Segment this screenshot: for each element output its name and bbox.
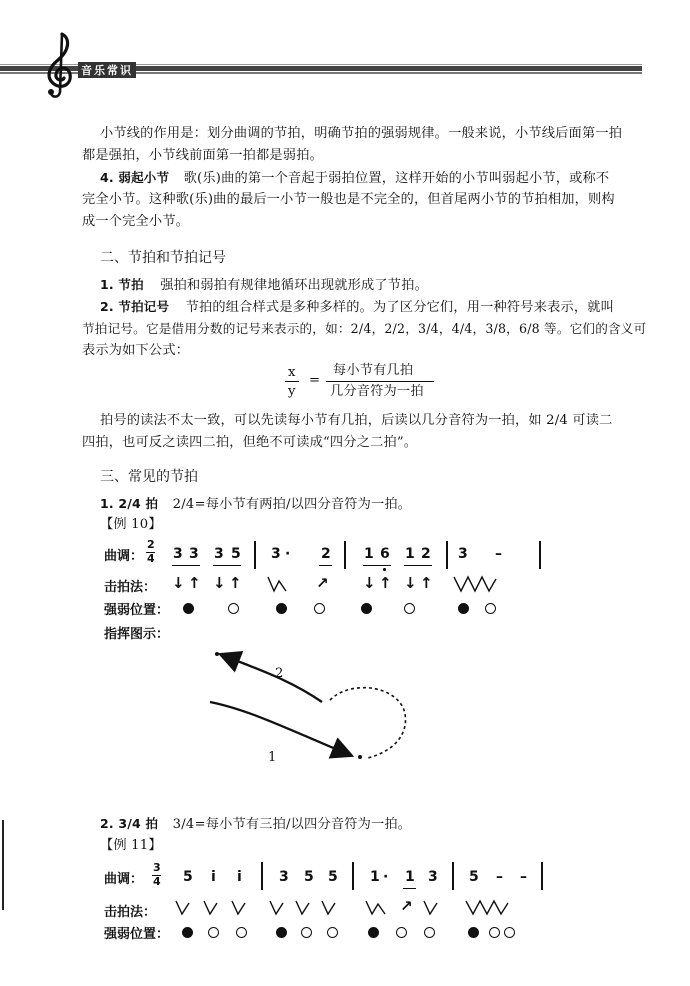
section2-p1 (100, 274, 428, 297)
ex1-label: 【例 10】 (100, 517, 162, 532)
ex1-note: 3 (458, 546, 468, 562)
ex2-ts-top: 3 (153, 861, 161, 874)
conducting-diagram (180, 640, 440, 780)
item4-lead: 4. 弱起小节 (100, 170, 170, 185)
ex1-conduct-label: 指挥图示： (104, 627, 170, 642)
section2-p1-text: 强拍和弱拍有规律地循环出现就形成了节拍。 (160, 278, 428, 293)
ex1-note: 2 (321, 546, 331, 562)
ex1-note: – (495, 546, 502, 562)
ex1-tune-label: 曲调： (104, 549, 144, 564)
ex2-note: – (496, 869, 503, 885)
section2-p2-text-1: 节拍的组合样式是多种多样的。为了区分它们，用一种符号来表示，就叫 (185, 300, 615, 315)
weak-beat-circle (228, 603, 239, 614)
section2-p2-line-1 (100, 296, 614, 319)
ex1-note: 3 (173, 546, 183, 562)
ex2-beat-zigzag (268, 898, 358, 918)
strong-beat-dot (458, 603, 469, 614)
ex2-barline (452, 862, 454, 890)
ex1-beat-arrow: ↑ (379, 574, 392, 592)
item4-line-2: 完全小节。这种歌(乐)曲的最后一小节一般也是不完全的，但首尾两小节的节拍相加，则构 (82, 192, 615, 207)
strong-beat-dot (276, 603, 287, 614)
ex2-title (100, 813, 411, 836)
weak-beat-circle (504, 927, 515, 938)
ex1-title-text: 2/4=每小节有两拍/以四分音符为一拍。 (172, 497, 412, 512)
strong-beat-dot (276, 927, 287, 938)
section2-p2-lead: 2. 节拍记号 (100, 299, 170, 314)
weak-beat-circle (314, 603, 325, 614)
section3-heading: 三、常见的节拍 (100, 469, 198, 485)
ex1-beat-label: 击拍法： (104, 580, 157, 595)
ex2-underline (403, 888, 416, 889)
ex2-tune-label: 曲调： (104, 872, 144, 887)
ex1-title-lead: 1. 2/4 拍 (100, 496, 159, 511)
ex1-beat-arrow: ↓ (213, 574, 226, 592)
ex2-note: 1 (405, 869, 415, 885)
ex2-beat-zigzag (464, 898, 524, 918)
ex1-note: 3 (214, 546, 224, 562)
ex2-note: 1 (370, 869, 380, 885)
ex2-note: i (237, 869, 242, 885)
ex1-barline (446, 541, 448, 569)
intro-line-2: 都是强拍，小节线前面第一拍都是弱拍。 (82, 148, 323, 163)
ex2-title-lead: 2. 3/4 拍 (100, 816, 159, 831)
section2-read-line-2: 四拍，也可反之读四二拍，但绝不可读成“四分之二拍”。 (82, 435, 418, 450)
weak-beat-circle (404, 603, 415, 614)
strong-beat-dot (361, 603, 372, 614)
item4-line-1 (100, 167, 609, 190)
item4-text-1: 歌(乐)曲的第一个音起于弱拍位置，这样开始的小节叫弱起小节，或称不 (183, 171, 610, 186)
section2-read-line-1: 拍号的读法不太一致，可以先读每小节有几拍，后读以几分音符为一拍，如 2/4 可读二 (100, 413, 613, 428)
diagram-label-1: 1 (268, 750, 277, 765)
ex2-ts-bottom: 4 (153, 875, 161, 888)
weak-beat-circle (485, 603, 496, 614)
section2-heading: 二、节拍和节拍记号 (100, 250, 226, 266)
ex1-beat-arrow: ↓ (172, 574, 185, 592)
ex2-beat-arrow: ↗ (400, 897, 413, 915)
ex2-title-text: 3/4=每小节有三拍/以四分音符为一拍。 (172, 817, 412, 832)
formula-numerator: 每小节有几拍 (333, 363, 414, 378)
ex2-beat-zigzag (174, 898, 264, 918)
ex2-note: 5 (469, 869, 479, 885)
ex2-beat-label: 击拍法： (104, 905, 157, 920)
weak-beat-circle (424, 927, 435, 938)
ex1-note: 3 (271, 546, 281, 562)
ex2-beat-zigzag (364, 898, 398, 918)
ex1-beat-arrow: ↓ (363, 574, 376, 592)
ex1-note: 5 (231, 546, 241, 562)
ex2-note: 3 (428, 869, 438, 885)
ex1-ts-top: 2 (147, 538, 155, 551)
ex1-note: · (285, 546, 291, 562)
weak-beat-circle (301, 927, 312, 938)
weak-beat-circle (208, 927, 219, 938)
section2-p2-line-3: 表示为如下公式： (82, 343, 190, 358)
ex1-underline (404, 565, 432, 566)
ex2-barline (352, 862, 354, 890)
ex1-beat-arrow: ↓ (404, 574, 417, 592)
ex1-beat-arrow: ↑ (229, 574, 242, 592)
ex1-strength-label: 强弱位置： (104, 603, 170, 618)
ex2-note: 5 (328, 869, 338, 885)
ex2-note: 3 (279, 869, 289, 885)
section2-p1-lead: 1. 节拍 (100, 277, 144, 292)
weak-beat-circle (236, 927, 247, 938)
scan-margin-mark (2, 820, 4, 910)
header-title: 音乐常识 (78, 62, 136, 78)
weak-beat-circle (396, 927, 407, 938)
ex1-barline (254, 541, 256, 569)
ex2-strength-label: 强弱位置： (104, 927, 170, 942)
ex1-title (100, 493, 411, 516)
formula-x: x (288, 365, 296, 380)
ex1-note: 2 (421, 546, 431, 562)
weak-beat-circle (489, 927, 500, 938)
strong-beat-dot (183, 603, 194, 614)
section2-p2-line-2: 节拍记号。它是借用分数的记号来表示的，如：2/4，2/2，3/4，4/4，3/8，6/8 等。它们的含义可 (82, 321, 647, 336)
weak-beat-circle (327, 927, 338, 938)
ex1-underline (363, 565, 391, 566)
ex1-ts-bottom: 4 (147, 552, 155, 565)
ex1-beat-zigzag (266, 574, 290, 594)
ex1-underline (213, 565, 241, 566)
ex1-note: 1 (364, 546, 374, 562)
ex1-barline (539, 541, 541, 569)
ex2-note: 5 (304, 869, 314, 885)
treble-clef-icon (40, 30, 80, 100)
ex2-note: · (383, 869, 389, 885)
formula-eq: = (309, 373, 321, 388)
ex2-note: i (211, 869, 216, 885)
strong-beat-dot (182, 927, 193, 938)
ex1-underline (319, 565, 332, 566)
ex1-underline (172, 565, 200, 566)
ex2-note: 5 (183, 869, 193, 885)
strong-beat-dot (368, 927, 379, 938)
ex1-low-dot (383, 568, 386, 571)
ex2-note: – (520, 869, 527, 885)
ex2-barline (261, 862, 263, 890)
formula-denominator: 几分音符为一拍 (330, 384, 424, 399)
ex1-beat-arrow: ↑ (420, 574, 433, 592)
diagram-label-2: 2 (275, 666, 284, 681)
intro-line-1: 小节线的作用是：划分曲调的节拍，明确节拍的强弱规律。一般来说，小节线后面第一拍 (100, 126, 623, 141)
ex2-beat-zigzag (422, 898, 442, 918)
ex1-beat-zigzag (452, 574, 502, 594)
ex1-note: 3 (189, 546, 199, 562)
ex2-barline (541, 862, 543, 890)
ex1-note: 6 (380, 546, 390, 562)
ex2-label: 【例 11】 (100, 838, 162, 853)
ex1-note: 1 (405, 546, 415, 562)
ex1-beat-arrow: ↑ (188, 574, 201, 592)
item4-line-3: 成一个完全小节。 (82, 214, 190, 229)
ex1-beat-arrow: ↗ (316, 574, 329, 592)
ex1-barline (344, 541, 346, 569)
strong-beat-dot (468, 927, 479, 938)
formula-y: y (288, 384, 296, 399)
